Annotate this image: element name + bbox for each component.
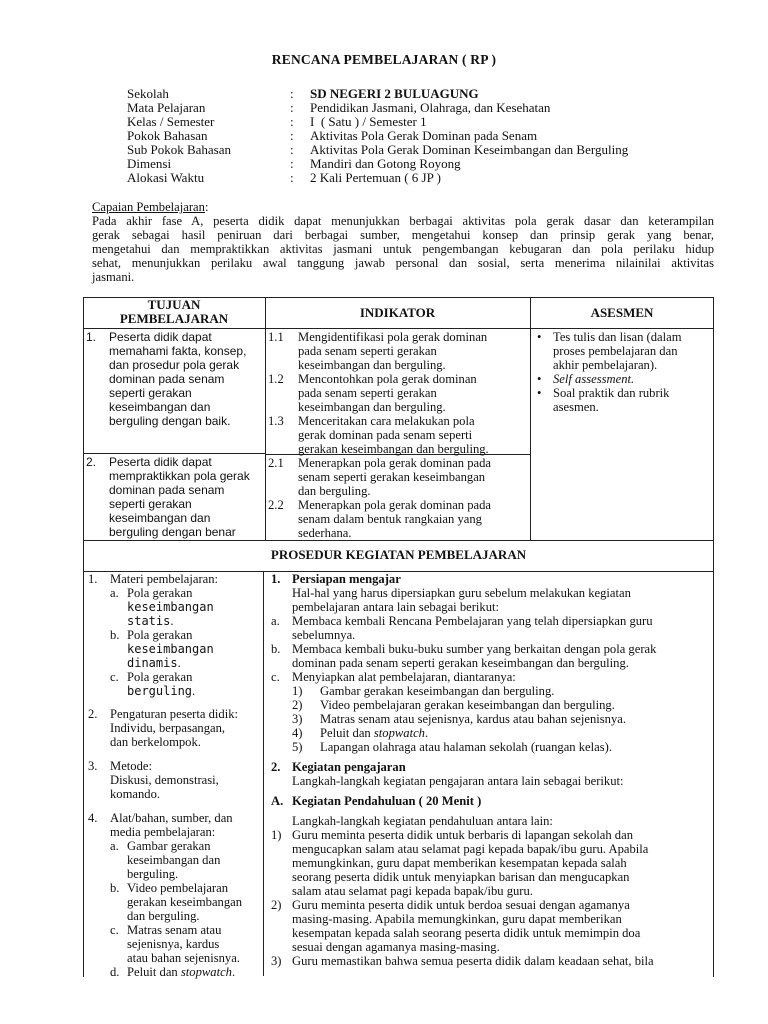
- prosedur-title: PROSEDUR KEGIATAN PEMBELAJARAN: [270, 547, 527, 562]
- indikator-line: Menerapkan pola gerak dominan pada: [298, 456, 492, 470]
- identity-label: Kelas / Semester: [127, 114, 215, 129]
- capaian-section: [92, 200, 714, 284]
- pendahuluan-text: [292, 954, 654, 968]
- identity-separator: :: [290, 114, 294, 129]
- alat-list-item: [292, 698, 711, 712]
- indikator-line: gerakan keseimbangan dan berguling.: [298, 442, 489, 456]
- pendahuluan-item: [271, 954, 711, 968]
- table-rule: [263, 571, 264, 976]
- identity-row-subject: [127, 101, 628, 115]
- persiapan-text: [292, 670, 516, 684]
- materi-title: Materi pembelajaran:: [110, 572, 219, 586]
- capaian-line: jasmani.: [92, 270, 135, 284]
- indikator-text: [298, 456, 491, 498]
- document-title: RENCANA PEMBELAJARAN ( RP ): [271, 52, 497, 67]
- persiapan-text: [292, 642, 656, 670]
- pengaturan-line: dan berkelompok.: [110, 735, 201, 749]
- metode-item: [88, 759, 262, 801]
- materi-sub-line: Pola gerakan: [127, 586, 193, 600]
- alat-list-pre: Peluit dan: [320, 726, 374, 740]
- indikator-line: Menceritakan cara melakukan pola: [298, 414, 475, 428]
- asesmen-item: [537, 386, 713, 414]
- indikator-row: [268, 456, 530, 498]
- tujuan-number: 1.: [86, 330, 97, 344]
- alat-list-text: Lapangan olahraga atau halaman sekolah (ruangan kelas).: [320, 740, 612, 754]
- intro-line: Hal-hal yang harus dipersiapkan guru sebelum melakukan kegiatan: [292, 586, 631, 600]
- section-number: 1.: [271, 572, 281, 586]
- pendahuluan-number: 3): [271, 954, 282, 968]
- identity-separator: :: [290, 142, 294, 157]
- asesmen-line: Self assessment.: [553, 372, 635, 386]
- tujuan-line: dominan pada senam: [109, 372, 225, 386]
- indikator-row: [268, 372, 530, 414]
- header-tujuan-line2: PEMBELAJARAN: [119, 311, 229, 326]
- identity-separator: :: [290, 156, 294, 171]
- persiapan-item: [271, 614, 711, 642]
- persiapan-line: Membaca kembali Rencana Pembelajaran yang telah dipersiapkan guru: [292, 614, 653, 628]
- identity-separator: :: [290, 128, 294, 143]
- table-rule: [83, 540, 714, 541]
- indikator-line: senam seperti gerakan keseimbangan: [298, 470, 486, 484]
- alat-list-number: 3): [292, 712, 303, 726]
- item-letter: a.: [271, 614, 280, 628]
- pengaturan-text: [110, 707, 238, 749]
- alat-line: Alat/bahan, sumber, dan: [110, 811, 233, 825]
- tujuan-line: mempraktikkan pola gerak: [109, 469, 250, 483]
- alat-sub-line: Matras senam atau: [127, 923, 222, 937]
- alat-sub-post: .: [231, 965, 236, 979]
- materi-sub-text: [127, 586, 214, 628]
- persiapan-line: dominan pada senam seperti gerakan keseimbangan dan berguling.: [292, 656, 629, 670]
- persiapan-item: [271, 670, 711, 684]
- materi-post: .: [170, 614, 174, 628]
- section-title: Kegiatan pengajaran: [292, 760, 406, 774]
- tujuan-line: seperti gerakan: [109, 386, 192, 400]
- alat-sub-text: [127, 881, 242, 923]
- table-rule: [265, 297, 266, 540]
- right-column: [271, 572, 711, 968]
- identity-value: Pendidikan Jasmani, Olahraga, dan Kesehatan: [310, 100, 551, 115]
- pengaturan-line: Individu, berpasangan,: [110, 721, 226, 735]
- indikator-text: [298, 372, 477, 414]
- materi-term: keseimbangan: [127, 600, 214, 614]
- section-heading: [271, 760, 711, 774]
- indikator-number: 2.2: [268, 498, 284, 512]
- tujuan-line: keseimbangan dan: [109, 511, 211, 525]
- tujuan-number: 2.: [86, 455, 97, 469]
- alat-sub-pre: Peluit dan: [127, 965, 181, 979]
- asesmen-item: [537, 372, 713, 386]
- indikator-line: keseimbangan dan berguling.: [298, 358, 446, 372]
- table-rule: [83, 328, 714, 329]
- alat-sub-line: berguling.: [127, 867, 179, 881]
- asesmen-text: [553, 386, 669, 414]
- tujuan-item: [86, 455, 264, 539]
- materi-post: .: [177, 656, 181, 670]
- identity-row-dimension: [127, 157, 628, 171]
- asesmen-line: proses pembelajaran dan: [553, 344, 678, 358]
- identity-label: Alokasi Waktu: [127, 170, 205, 185]
- pendahuluan-number: 1): [271, 828, 282, 842]
- alat-list-italic: stopwatch: [373, 726, 425, 740]
- tujuan-item: [86, 330, 264, 428]
- alat-content: [110, 811, 242, 979]
- materi-sub-text: [127, 628, 214, 670]
- identity-row-topic: [127, 129, 628, 143]
- persiapan-line: Menyiapkan alat pembelajaran, diantaranya:: [292, 670, 516, 684]
- indikator-group-1: [268, 330, 530, 456]
- identity-value: Mandiri dan Gotong Royong: [310, 156, 461, 171]
- identity-row-school: [127, 87, 628, 101]
- pendahuluan-line: seorang peserta didik untuk menyiapkan barisan dan mengucapkan: [292, 870, 630, 884]
- tujuan-row: [86, 330, 264, 428]
- alat-list-text: Video pembelajaran gerakan keseimbangan dan berguling.: [320, 698, 615, 712]
- tujuan-line: seperti gerakan: [109, 497, 192, 511]
- tujuan-line: dominan pada senam: [109, 483, 225, 497]
- pendahuluan-text: [292, 828, 648, 898]
- section-title: Persiapan mengajar: [292, 572, 401, 586]
- section-title: Kegiatan Pendahuluan ( 20 Menit ): [292, 794, 482, 808]
- identity-block: [127, 87, 628, 185]
- identity-row-time: [127, 171, 628, 185]
- alat-sub: [110, 923, 242, 965]
- materi-sub: [110, 670, 218, 698]
- alat-sub-text: [127, 923, 240, 965]
- alat-list: [271, 684, 711, 754]
- pendahuluan-line: Guru meminta peserta didik untuk berdoa sesuai dengan agamanya: [292, 898, 630, 912]
- pendahuluan-line: Guru memastikan bahwa semua peserta didik dalam keadaan sehat, bila: [292, 954, 654, 968]
- capaian-body: [92, 214, 714, 284]
- left-column: [88, 572, 262, 979]
- identity-value: I ( Satu ) / Semester 1: [310, 114, 427, 129]
- section-heading: [271, 572, 711, 586]
- sub-letter: b.: [110, 881, 120, 895]
- identity-row-class: [127, 115, 628, 129]
- identity-separator: :: [290, 86, 294, 101]
- asesmen-line: akhir pembelajaran).: [553, 358, 658, 372]
- header-tujuan: [83, 298, 265, 326]
- section-number: A.: [271, 794, 284, 808]
- materi-sub: [110, 628, 218, 670]
- asesmen-line: asesmen.: [553, 400, 599, 414]
- pendahuluan-line: mengucapkan salam atau selamat pagi kepada bapak/ibu guru. Apabila: [292, 842, 649, 856]
- alat-sub-line: gerakan keseimbangan: [127, 895, 243, 909]
- tujuan-line: berguling dengan benar: [109, 525, 236, 539]
- indikator-line: Mencontohkan pola gerak dominan: [298, 372, 477, 386]
- table-rule: [83, 453, 265, 454]
- metode-line: Metode:: [110, 759, 152, 773]
- item-letter: c.: [271, 670, 280, 684]
- identity-value: 2 Kali Pertemuan ( 6 JP ): [310, 170, 441, 185]
- materi-sub-text: [127, 670, 195, 698]
- sub-letter: c.: [110, 923, 119, 937]
- identity-value: Aktivitas Pola Gerak Dominan Keseimbangan dan Berguling: [310, 142, 629, 157]
- alat-list-item: [292, 726, 711, 740]
- tujuan-line: memahami fakta, konsep,: [109, 344, 247, 358]
- header-asesmen: ASESMEN: [590, 305, 654, 320]
- asesmen-line: Tes tulis dan lisan (dalam: [553, 330, 682, 344]
- alat-sub-text: [127, 839, 220, 881]
- materi-term-line: [127, 614, 214, 628]
- alat-list-number: 2): [292, 698, 303, 712]
- identity-value: SD NEGERI 2 BULUAGUNG: [310, 86, 479, 101]
- tujuan-row: [86, 455, 264, 539]
- sub-letter: c.: [110, 670, 119, 684]
- identity-value: Aktivitas Pola Gerak Dominan pada Senam: [310, 128, 538, 143]
- identity-label: Sub Pokok Bahasan: [127, 142, 231, 157]
- pendahuluan-number: 2): [271, 898, 282, 912]
- indikator-line: pada senam seperti gerakan: [298, 386, 437, 400]
- alat-list-item: [292, 740, 711, 754]
- materi-term: keseimbangan: [127, 642, 214, 656]
- indikator-number: 2.1: [268, 456, 284, 470]
- metode-text: [110, 759, 219, 801]
- alat-list-text: Gambar gerakan keseimbangan dan berguling.: [320, 684, 555, 698]
- indikator-text: [298, 498, 491, 540]
- pendahuluan-item: [271, 828, 711, 898]
- alat-sub-line: sejenisnya, kardus: [127, 937, 220, 951]
- bullet-icon: •: [537, 330, 542, 344]
- tujuan-line: Peserta didik dapat: [109, 330, 212, 344]
- tujuan-text: [109, 330, 246, 428]
- asesmen-text: [553, 372, 634, 386]
- capaian-line: gerak sebagai hasil peniruan dari berbagai sumber, mengetahui konsep dan prinsip gerak yang benar,: [92, 228, 714, 242]
- indikator-row: [268, 330, 530, 372]
- item-number: 3.: [88, 759, 98, 773]
- capaian-line: mengetahui dan mempraktikkan aktivitas jasmani untuk pengembangan kebugaran dan pola perilaku hidup: [92, 242, 714, 256]
- alat-sub-line: atau bahan sejenisnya.: [127, 951, 240, 965]
- alat-sub-text: [127, 965, 235, 979]
- alat-sub: [110, 881, 242, 923]
- pendahuluan-line: memungkinkan, guru dapat memberikan kesempatan kepada salah: [292, 856, 627, 870]
- indikator-line: senam dalam bentuk rangkaian yang: [298, 512, 482, 526]
- capaian-heading: [92, 200, 714, 214]
- indikator-group-2: [268, 456, 530, 540]
- capaian-line: Pada akhir fase A, peserta didik dapat menunjukkan berbagai aktivitas pola gerak dasar dan keterampilan: [92, 214, 714, 228]
- materi-post: .: [192, 684, 196, 698]
- tujuan-line: dan prosedur pola gerak: [109, 358, 240, 372]
- section-intro: Langkah-langkah kegiatan pengajaran antara lain sebagai berikut:: [292, 774, 624, 788]
- indikator-number: 1.1: [268, 330, 284, 344]
- indikator-row: [268, 498, 530, 540]
- item-number: 1.: [88, 572, 98, 586]
- pendahuluan-line: masing-masing. Apabila memungkinkan, guru dapat memberikan: [292, 912, 622, 926]
- item-letter: b.: [271, 642, 281, 656]
- indikator-text: [298, 330, 487, 372]
- indikator-line: pada senam seperti gerakan: [298, 344, 437, 358]
- alat-sub-line: keseimbangan dan: [127, 853, 221, 867]
- indikator-text: [298, 414, 489, 456]
- alat-sub-italic: stopwatch: [180, 965, 232, 979]
- identity-label: Mata Pelajaran: [127, 100, 206, 115]
- bullet-icon: •: [537, 372, 542, 386]
- materi-sub: [110, 586, 218, 628]
- table-rule: [530, 297, 531, 540]
- capaian-title: Capaian Pembelajaran: [92, 200, 205, 214]
- tujuan-line: Peserta didik dapat: [109, 455, 212, 469]
- header-tujuan-line1: TUJUAN: [147, 297, 201, 312]
- header-indikator: INDIKATOR: [359, 305, 436, 320]
- alat-list-item: [292, 712, 711, 726]
- materi-term: dinamis: [127, 656, 178, 670]
- indikator-line: Menerapkan pola gerak dominan pada: [298, 498, 492, 512]
- capaian-colon: :: [204, 200, 209, 214]
- alat-sub-line: Gambar gerakan: [127, 839, 211, 853]
- persiapan-item: [271, 642, 711, 670]
- indikator-number: 1.3: [268, 414, 284, 428]
- intro-line: pembelajaran antara lain sebagai berikut:: [292, 600, 499, 614]
- asesmen-item: [537, 330, 713, 372]
- materi-term-line: [127, 656, 214, 670]
- section-heading: [271, 794, 711, 808]
- metode-line: komando.: [110, 787, 161, 801]
- sub-letter: a.: [110, 586, 119, 600]
- section-intro: [271, 586, 711, 614]
- sub-letter: b.: [110, 628, 120, 642]
- section-number: 2.: [271, 760, 281, 774]
- item-number: 2.: [88, 707, 98, 721]
- item-number: 4.: [88, 811, 98, 825]
- asesmen-line: Soal praktik dan rubrik: [553, 386, 670, 400]
- materi-item: [88, 572, 262, 698]
- alat-list-number: 4): [292, 726, 303, 740]
- indikator-line: Mengidentifikasi pola gerak dominan: [298, 330, 488, 344]
- alat-item: [88, 811, 262, 979]
- materi-term-line: [127, 684, 195, 698]
- indikator-row: [268, 414, 530, 456]
- sub-letter: a.: [110, 839, 119, 853]
- indikator-number: 1.2: [268, 372, 284, 386]
- identity-label: Dimensi: [127, 156, 172, 171]
- identity-row-subtopic: [127, 143, 628, 157]
- identity-separator: :: [290, 170, 294, 185]
- pengaturan-line: Pengaturan peserta didik:: [110, 707, 238, 721]
- identity-separator: :: [290, 100, 294, 115]
- indikator-line: sederhana.: [298, 526, 352, 540]
- persiapan-line: sebelumnya.: [292, 628, 356, 642]
- indikator-line: gerak dominan pada senam seperti: [298, 428, 473, 442]
- identity-label: Pokok Bahasan: [127, 128, 208, 143]
- alat-list-number: 1): [292, 684, 303, 698]
- asesmen-text: [553, 330, 682, 372]
- persiapan-line: Membaca kembali buku-buku sumber yang berkaitan dengan pola gerak: [292, 642, 657, 656]
- tujuan-line: keseimbangan dan: [109, 400, 211, 414]
- pendahuluan-line: salam atau selamat pagi kepada bapak/ibu guru.: [292, 884, 533, 898]
- sub-letter: d.: [110, 965, 120, 979]
- pengaturan-item: [88, 707, 262, 749]
- capaian-line: sehat, menunjukkan perilaku awal tanggung jawab personal dan sosial, serta menerima nilainilai aktivitas: [92, 256, 714, 270]
- materi-sub-line: Pola gerakan: [127, 628, 193, 642]
- asesmen-list: [537, 330, 713, 414]
- materi-sub-line: Pola gerakan: [127, 670, 193, 684]
- alat-list-post: .: [424, 726, 429, 740]
- tujuan-line: berguling dengan baik.: [109, 414, 231, 428]
- tujuan-text: [109, 455, 250, 539]
- alat-sub-line: Video pembelajaran: [127, 881, 228, 895]
- alat-sub: [110, 839, 242, 881]
- pendahuluan-line: Guru meminta peserta didik untuk berbaris di lapangan sekolah dan: [292, 828, 633, 842]
- alat-list-text: Matras senam atau sejenisnya, kardus atau bahan sejenisnya.: [320, 712, 626, 726]
- materi-content: [110, 572, 218, 698]
- pendahuluan-item: [271, 898, 711, 954]
- section-intro: Langkah-langkah kegiatan pendahuluan antara lain:: [292, 814, 553, 828]
- pendahuluan-text: [292, 898, 640, 954]
- identity-label: Sekolah: [127, 86, 169, 101]
- pendahuluan-line: sesuai dengan agamanya masing-masing.: [292, 940, 500, 954]
- alat-list-number: 5): [292, 740, 303, 754]
- alat-sub-line: dan berguling.: [127, 909, 200, 923]
- pendahuluan-line: kesempatan kepada salah seorang peserta didik untuk memimpin doa: [292, 926, 641, 940]
- alat-line: media pembelajaran:: [110, 825, 216, 839]
- alat-sub: [110, 965, 242, 979]
- bullet-icon: •: [537, 386, 542, 400]
- persiapan-text: [292, 614, 653, 642]
- materi-term: statis: [127, 614, 171, 628]
- materi-term: berguling: [127, 684, 193, 698]
- alat-list-item: [292, 684, 711, 698]
- indikator-line: dan berguling.: [298, 484, 371, 498]
- indikator-line: keseimbangan dan berguling.: [298, 400, 446, 414]
- metode-line: Diskusi, demonstrasi,: [110, 773, 219, 787]
